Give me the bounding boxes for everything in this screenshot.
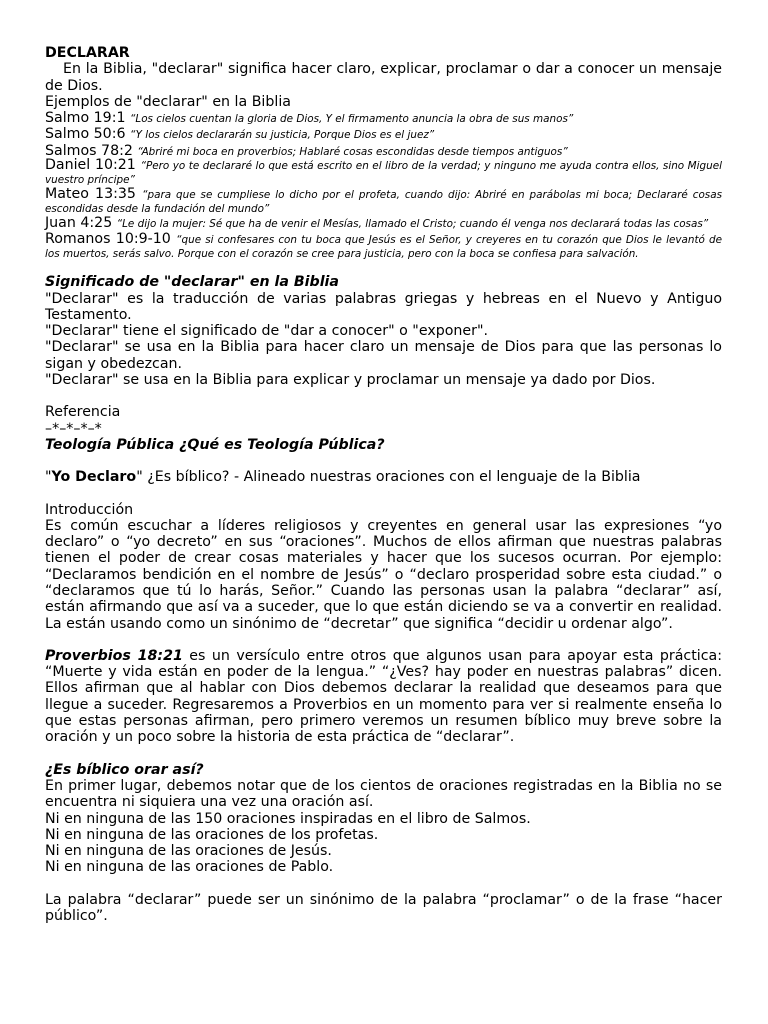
meaning-line: "Declarar" se usa en la Biblia para hacer claro un mensaje de Dios para que las personas lo sigan y obedezcan.	[45, 339, 722, 372]
verse-item: Juan 4:25 “Le dijo la mujer: Sé que ha de venir el Mesías, llamado el Cristo; cuando él venga nos declarará todas las cosas”	[45, 215, 709, 232]
document-title: DECLARAR	[45, 45, 130, 61]
examples-heading: Ejemplos de "declarar" en la Biblia	[45, 93, 291, 110]
verse-item: Romanos 10:9-10 “que si confesares con tu boca que Jesús es el Señor, y creyeres en tu corazón que Dios le levantó de los muertos, serás salvo. Porque con el corazón se cree para justicia, pero con la boca se confiesa para salvación.	[45, 231, 722, 260]
meaning-line: "Declarar" se usa en la Biblia para explicar y proclamar un mensaje ya dado por Dios.	[45, 372, 656, 389]
reference-label: Referencia	[45, 404, 121, 421]
meaning-line: "Declarar" tiene el significado de "dar a conocer" o "exponer".	[45, 323, 488, 340]
yo-declaro-line: "Yo Declaro" ¿Es bíblico? - Alineado nuestras oraciones con el lenguaje de la Biblia	[45, 469, 641, 486]
proverbios-paragraph: Proverbios 18:21 es un versículo entre otros que algunos usan para apoyar esta práctica: “Muerte y vida están en poder de la lengua.” “¿Ves? hay poder en nuestras palabras” dicen. Ellos afirman que al hablar con Dios debemos declarar la realidad que deseamos para que llegue a suceder. Regresaremos a Proverbios en un momento para ver si realmente enseña lo que estas personas afirman, pero primero veremos un resumen bíblico muy breve sobre la oración y un poco sobre la historia de esta práctica de “declarar”.	[45, 647, 723, 746]
ninguna-line: Ni en ninguna de las 150 oraciones inspiradas en el libro de Salmos.	[45, 810, 531, 827]
document-page	[45, 45, 722, 924]
verse-item: Daniel 10:21 “Pero yo te declararé lo que está escrito en el libro de la verdad; y ninguno me ayuda contra ellos, sino Miguel vuestro príncipe”	[45, 157, 722, 186]
meaning-heading: Significado de "declarar" en la Biblia	[45, 274, 339, 291]
biblico-paragraph: En primer lugar, debemos notar que de los cientos de oraciones registradas en la Biblia no se encuentra ni siquiera una vez una oración así.	[45, 777, 722, 811]
ninguna-line: Ni en ninguna de las oraciones de Pablo.	[45, 859, 334, 876]
verse-item: Salmos 78:2 “Abriré mi boca en proverbios; Hablaré cosas escondidas desde tiempos antiguos”	[45, 142, 568, 159]
introduction-heading: Introducción	[45, 501, 134, 518]
teologia-heading: Teología Pública ¿Qué es Teología Pública?	[45, 436, 385, 453]
ninguna-line: Ni en ninguna de las oraciones de los profetas.	[45, 826, 379, 843]
meaning-line: "Declarar" es la traducción de varias palabras griegas y hebreas en el Nuevo y Antiguo Testamento.	[45, 290, 722, 323]
ninguna-line: Ni en ninguna de las oraciones de Jesús.	[45, 843, 332, 860]
verse-item: Mateo 13:35 “para que se cumpliese lo dicho por el profeta, cuando dijo: Abriré en parábolas mi boca; Declararé cosas escondidas desde la fundación del mundo”	[45, 186, 722, 215]
biblico-heading: ¿Es bíblico orar así?	[45, 761, 204, 778]
verse-item: Salmo 50:6 “Y los cielos declararán su justicia, Porque Dios es el juez”	[45, 126, 435, 143]
verse-item: Salmo 19:1 “Los cielos cuentan la gloria de Dios, Y el firmamento anuncia la obra de sus manos”	[45, 110, 574, 127]
verse-list	[45, 110, 722, 260]
introduction-paragraph: Es común escuchar a líderes religiosos y creyentes en general usar las expresiones “yo declaro” o “yo decreto” en sus “oraciones”. Muchos de ellos afirman que nuestras palabras tienen el poder de crear cosas materiales y hacer que los sucesos ocurran. Por ejemplo: “Declaramos bendición en el nombre de Jesús” o “declaro prosperidad sobre esta ciudad.” o “declaramos que tú lo harás, Señor.” Cuando las personas usan la palabra “declarar” así, están afirmando que así va a suceder, que lo que están diciendo se va a convertir en realidad. La están usando como un sinónimo de “decretar” que significa “decidir u ordenar algo”.	[45, 517, 722, 632]
separator: –*–*–*–*	[45, 420, 102, 437]
intro-paragraph: En la Biblia, "declarar" significa hacer claro, explicar, proclamar o dar a conocer un mensaje de Dios.	[45, 61, 722, 94]
closing-paragraph: La palabra “declarar” puede ser un sinónimo de la palabra “proclamar” o de la frase “hacer público”.	[45, 891, 722, 925]
